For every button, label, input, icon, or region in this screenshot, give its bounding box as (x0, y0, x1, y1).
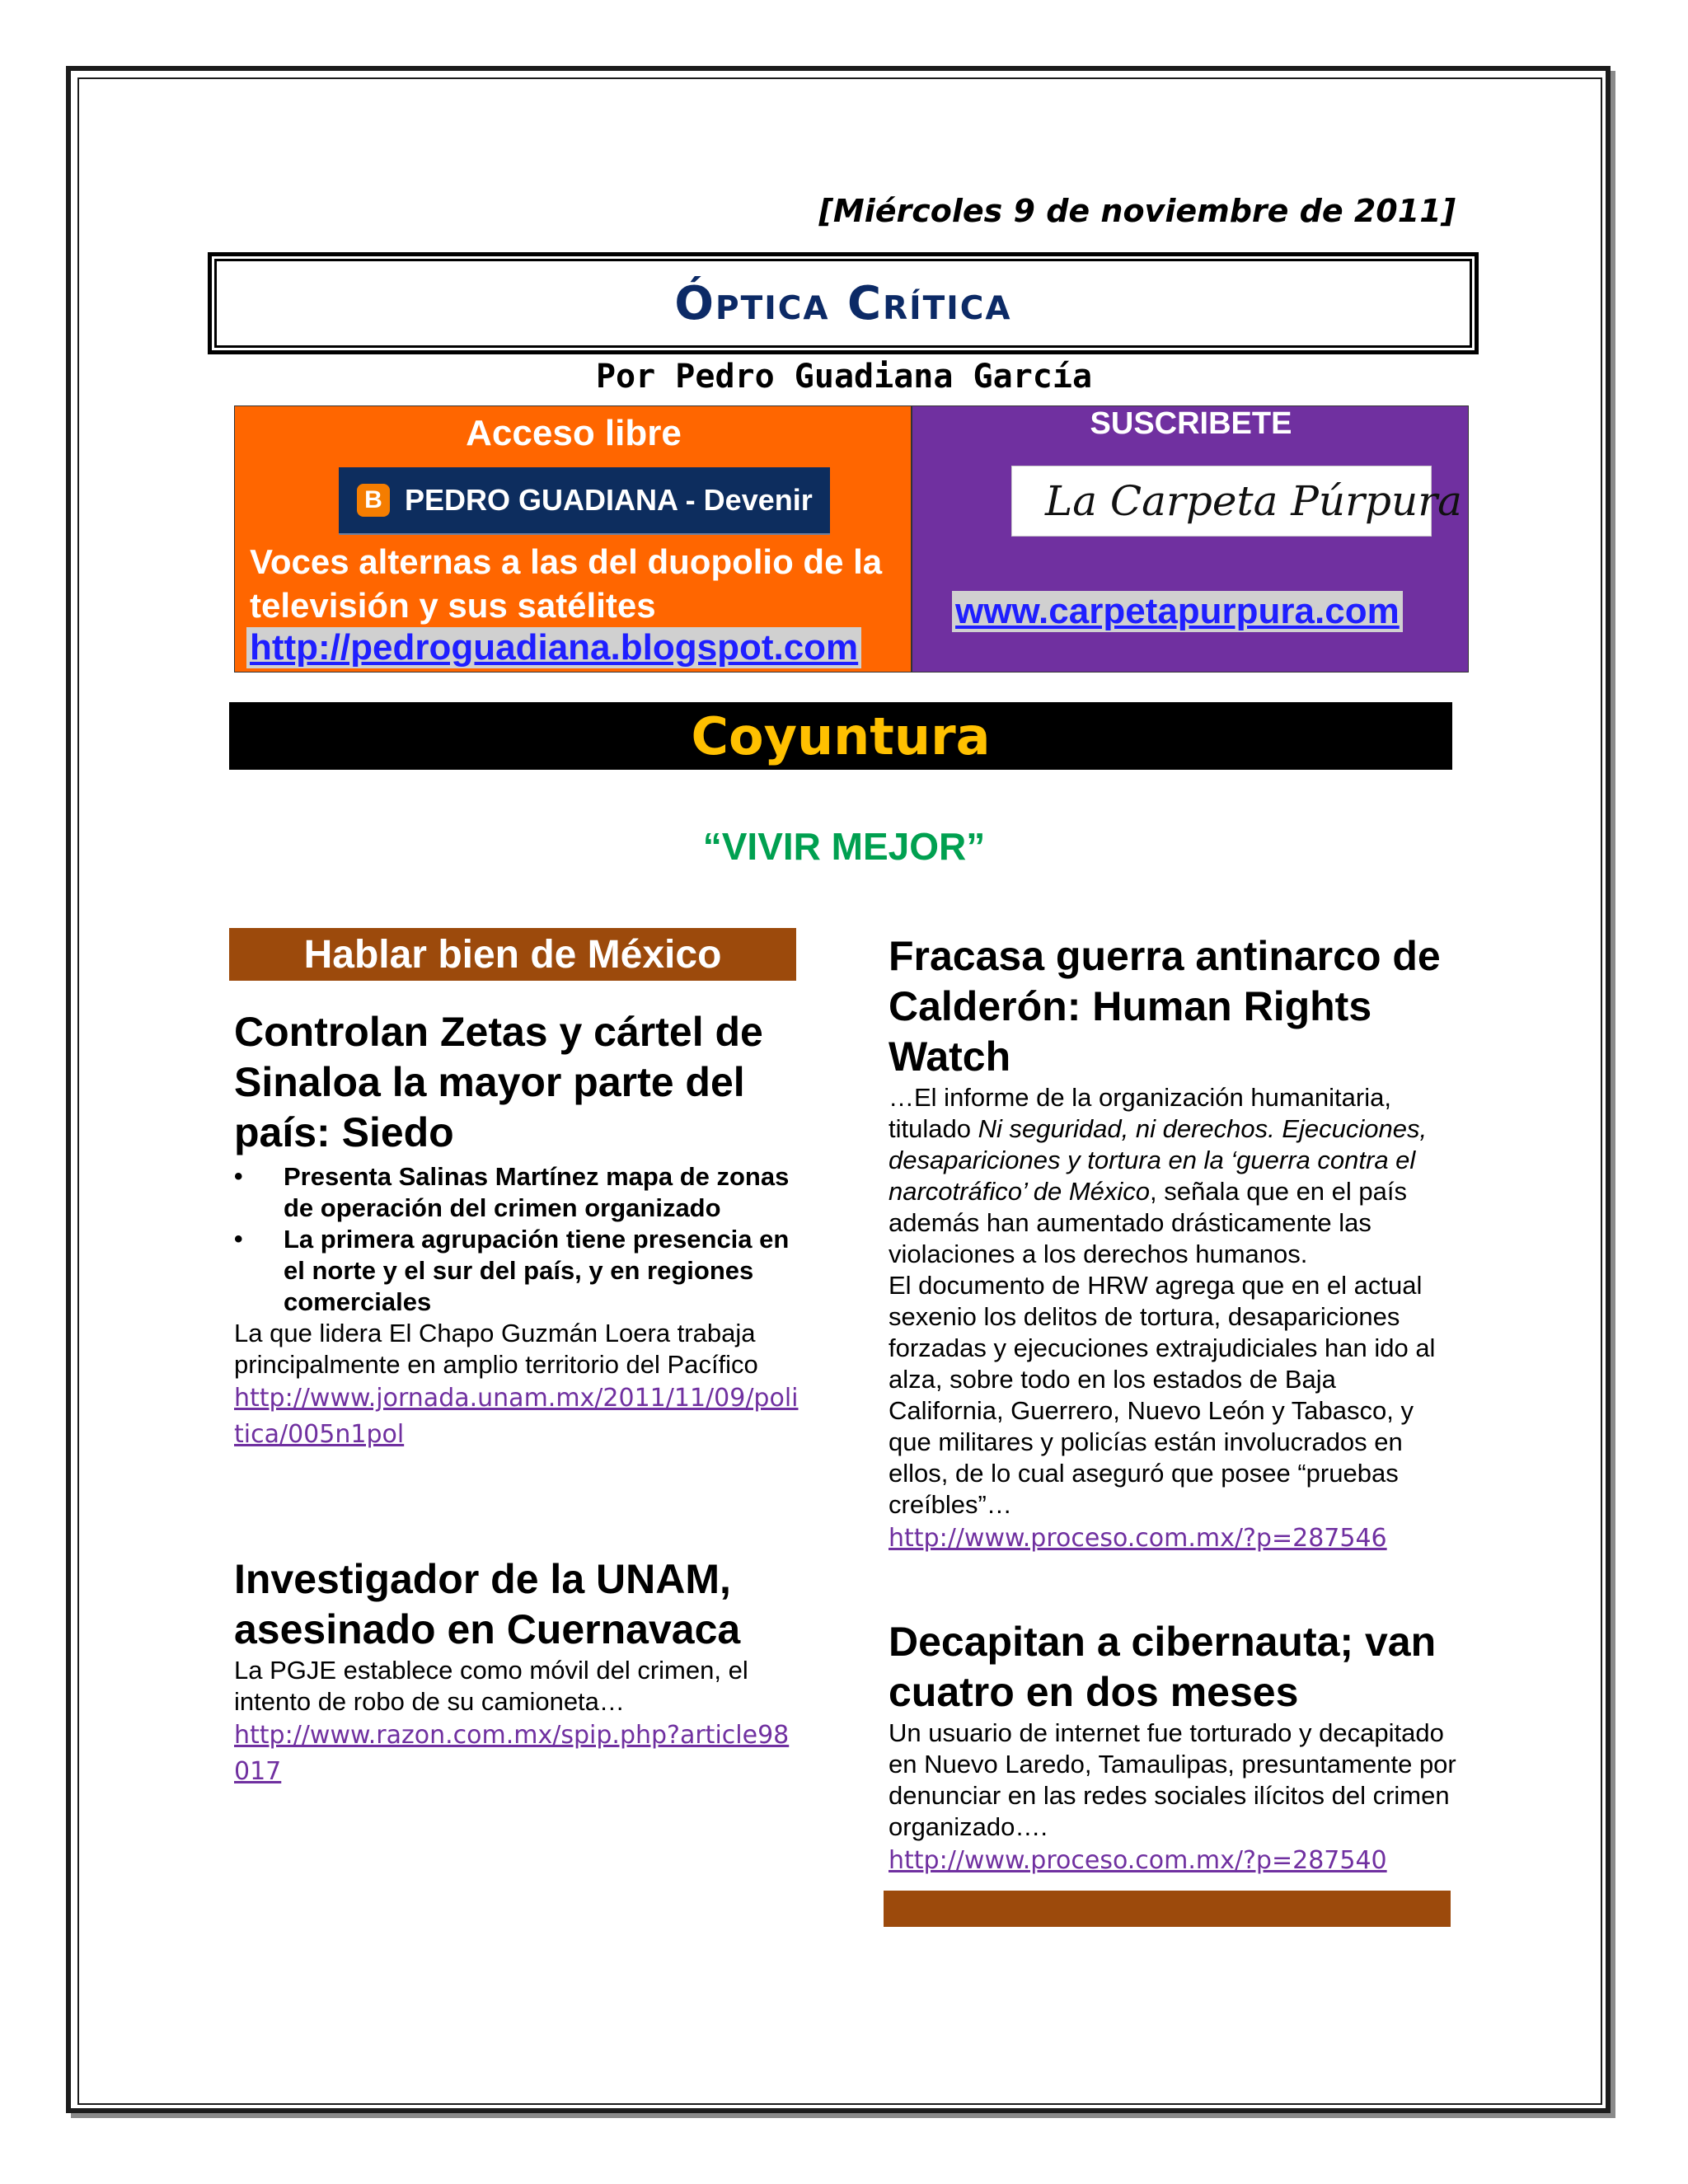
promo-subscribe (912, 405, 1469, 673)
article-body: Un usuario de internet fue torturado y decapitado en Nuevo Laredo, Tamaulipas, presuntamente por denunciar en las redes sociales ilícitos del crimen organizado…. (889, 1718, 1456, 1841)
blog-link[interactable]: http://pedroguadiana.blogspot.com (246, 627, 861, 668)
article-cibernauta (889, 1617, 1457, 1879)
article-headline: Investigador de la UNAM, asesinado en Cuernavaca (234, 1556, 741, 1652)
article-headline: Decapitan a cibernauta; van cuatro en dos meses (889, 1619, 1437, 1715)
article-body-intro: …El informe de la organización humanitaria, titulado (889, 1083, 1391, 1143)
article-body (889, 1082, 1457, 1270)
article-body: La que lidera El Chapo Guzmán Loera trabaja principalmente en amplio territorio del Pacífico (234, 1319, 758, 1379)
byline: Por Pedro Guadiana García (595, 358, 1093, 396)
column-banner (229, 928, 796, 981)
article-link[interactable]: http://www.razon.com.mx/spip.php?article98017 (234, 1721, 790, 1786)
blogger-badge-label: PEDRO GUADIANA - Devenir (405, 483, 813, 517)
article-link[interactable]: http://www.proceso.com.mx/?p=287546 (889, 1524, 1387, 1553)
masthead-box (208, 252, 1479, 354)
article-link[interactable]: http://www.proceso.com.mx/?p=287540 (889, 1846, 1387, 1875)
article-body-2: El documento de HRW agrega que en el actual sexenio los delitos de tortura, desapariciones forzadas y ejecuciones extrajudiciales han ido al alza, sobre todo en los estados de Baja California, Guerrero, Nuevo León y Tabasco, y que militares y policías están involucrados en ellos, de lo cual aseguró que posee “pruebas creíbles”… (889, 1271, 1436, 1519)
blogger-icon: B (357, 484, 390, 517)
article-body-rest: , señala que en el país además han aumentado drásticamente las violaciones a los derechos humanos. (889, 1177, 1407, 1268)
carpeta-purpura-logo[interactable] (1011, 466, 1462, 537)
promo-free-access (234, 405, 912, 673)
section-title: Coyuntura (691, 705, 991, 766)
article-link[interactable]: http://www.jornada.unam.mx/2011/11/09/politica/005n1pol (234, 1384, 799, 1449)
list-item: • La primera agrupación tiene presencia en el norte y el sur del país, y en regiones comerciales (234, 1224, 803, 1318)
issue-date: [Miércoles 9 de noviembre de 2011] (818, 193, 1456, 229)
list-item: • Presenta Salinas Martínez mapa de zonas de operación del crimen organizado (234, 1161, 803, 1224)
section-bar (229, 702, 1452, 770)
article-body: La PGJE establece como móvil del crimen, el intento de robo de su camioneta… (234, 1656, 748, 1716)
subscribe-heading: SUSCRIBETE (1090, 406, 1292, 441)
promo-free-access-heading: Acceso libre (466, 413, 682, 453)
masthead-title: Óptica Crítica (674, 276, 1012, 330)
promo-tagline: Voces alternas a las del duopolio de la televisión y sus satélites (250, 542, 883, 625)
section-subtitle: “VIVIR MEJOR” (702, 825, 986, 868)
column-banner-text: Hablar bien de México (303, 932, 722, 977)
report-title: Ni seguridad, ni derechos. Ejecuciones, desapariciones y tortura en la ‘guerra contra el narcotráfico’ de México (889, 1114, 1428, 1206)
article-bullets (234, 1161, 803, 1318)
blogger-badge[interactable] (339, 467, 830, 535)
article-zetas (234, 1007, 803, 1453)
carpeta-link[interactable]: www.carpetapurpura.com (952, 591, 1403, 632)
article-headline: Fracasa guerra antinarco de Calderón: Human Rights Watch (889, 933, 1441, 1080)
carpeta-logo-label: La Carpeta Púrpura (1045, 477, 1462, 525)
article-unam (234, 1554, 803, 1790)
footer-bar (884, 1891, 1451, 1927)
article-headline: Controlan Zetas y cártel de Sinaloa la mayor parte del país: Siedo (234, 1009, 763, 1155)
article-hrw (889, 931, 1457, 1557)
